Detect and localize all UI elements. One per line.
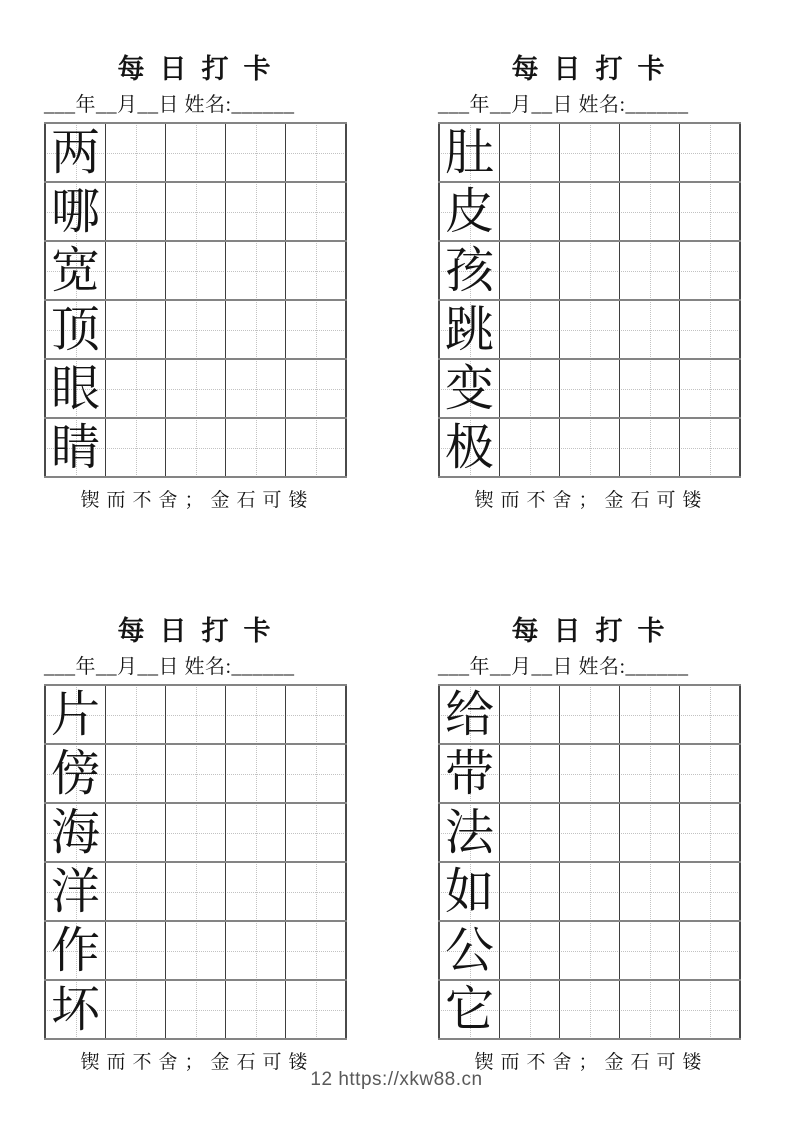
practice-cell (166, 862, 226, 921)
practice-character: 宽 (50, 243, 100, 299)
practice-cell (620, 921, 680, 980)
horizontal-guide-dotted (561, 389, 618, 390)
practice-character: 海 (50, 805, 100, 861)
horizontal-guide-dotted (561, 330, 618, 331)
practice-cell (560, 744, 620, 803)
practice-cell (106, 803, 166, 862)
page-footer: 12 https://xkw88.cn (310, 1069, 483, 1090)
grid-row (439, 300, 740, 359)
horizontal-guide-dotted (561, 212, 618, 213)
practice-cell (226, 182, 286, 241)
horizontal-guide-dotted (287, 951, 344, 952)
horizontal-guide-dotted (107, 448, 164, 449)
practice-cell (106, 980, 166, 1039)
practice-character: 跳 (444, 302, 494, 358)
grid-row (439, 241, 740, 300)
horizontal-guide-dotted (227, 271, 284, 272)
practice-cell (226, 359, 286, 418)
practice-cell (226, 803, 286, 862)
practice-cell (680, 803, 741, 862)
horizontal-guide-dotted (167, 1010, 224, 1011)
horizontal-guide-dotted (681, 271, 738, 272)
practice-cell (106, 241, 166, 300)
practice-character: 变 (444, 361, 494, 417)
horizontal-guide-dotted (681, 389, 738, 390)
practice-cell (106, 418, 166, 477)
horizontal-guide-dotted (561, 448, 618, 449)
grid-row (439, 418, 740, 477)
horizontal-guide-dotted (681, 153, 738, 154)
practice-cell (560, 359, 620, 418)
horizontal-guide-dotted (681, 833, 738, 834)
practice-cell (500, 862, 560, 921)
horizontal-guide-dotted (501, 212, 558, 213)
horizontal-guide-dotted (107, 330, 164, 331)
practice-cell (166, 300, 226, 359)
practice-cell (620, 359, 680, 418)
horizontal-guide-dotted (561, 715, 618, 716)
horizontal-guide-dotted (227, 448, 284, 449)
practice-character: 片 (50, 687, 100, 743)
horizontal-guide-dotted (621, 774, 678, 775)
horizontal-guide-dotted (287, 271, 344, 272)
grid-row (439, 921, 740, 980)
character-cell (439, 744, 500, 803)
character-cell (45, 182, 106, 241)
practice-cell (286, 359, 347, 418)
horizontal-guide-dotted (167, 212, 224, 213)
horizontal-guide-dotted (287, 892, 344, 893)
practice-grid (438, 684, 741, 1040)
quote: 锲而不舍；金石可镂 (80, 490, 315, 512)
practice-cell (500, 685, 560, 744)
character-cell (439, 980, 500, 1039)
grid-row (45, 300, 346, 359)
practice-character: 带 (444, 746, 494, 802)
card-title: 每日打卡 (511, 54, 680, 84)
horizontal-guide-dotted (501, 153, 558, 154)
grid-row (439, 803, 740, 862)
horizontal-guide-dotted (107, 774, 164, 775)
horizontal-guide-dotted (501, 448, 558, 449)
character-cell (45, 685, 106, 744)
practice-character: 作 (50, 923, 100, 979)
practice-cell (620, 803, 680, 862)
practice-cell (620, 300, 680, 359)
character-cell (439, 803, 500, 862)
character-cell (45, 300, 106, 359)
quote: 锲而不舍；金石可镂 (474, 1052, 709, 1074)
horizontal-guide-dotted (501, 951, 558, 952)
horizontal-guide-dotted (227, 833, 284, 834)
horizontal-guide-dotted (227, 1010, 284, 1011)
horizontal-guide-dotted (287, 212, 344, 213)
practice-cell (226, 241, 286, 300)
practice-cell (166, 123, 226, 182)
horizontal-guide-dotted (501, 715, 558, 716)
practice-cell (166, 744, 226, 803)
horizontal-guide-dotted (501, 1010, 558, 1011)
character-cell (439, 182, 500, 241)
practice-character: 两 (50, 125, 100, 181)
practice-cell (286, 418, 347, 477)
horizontal-guide-dotted (227, 951, 284, 952)
horizontal-guide-dotted (501, 774, 558, 775)
character-cell (45, 921, 106, 980)
horizontal-guide-dotted (561, 774, 618, 775)
practice-cell (166, 359, 226, 418)
practice-cell (166, 921, 226, 980)
horizontal-guide-dotted (561, 892, 618, 893)
practice-character: 皮 (444, 184, 494, 240)
grid-row (439, 685, 740, 744)
horizontal-guide-dotted (621, 153, 678, 154)
horizontal-guide-dotted (501, 271, 558, 272)
practice-cell (286, 685, 347, 744)
practice-cell (560, 685, 620, 744)
horizontal-guide-dotted (227, 774, 284, 775)
practice-cell (620, 744, 680, 803)
character-cell (45, 862, 106, 921)
character-cell (45, 359, 106, 418)
practice-cell (106, 921, 166, 980)
practice-cell (500, 803, 560, 862)
practice-character: 公 (444, 923, 494, 979)
horizontal-guide-dotted (621, 389, 678, 390)
practice-cell (106, 182, 166, 241)
practice-cell (286, 744, 347, 803)
card-title: 每日打卡 (117, 616, 286, 646)
horizontal-guide-dotted (681, 330, 738, 331)
horizontal-guide-dotted (287, 774, 344, 775)
horizontal-guide-dotted (621, 448, 678, 449)
practice-cell (286, 862, 347, 921)
practice-cell (680, 123, 741, 182)
horizontal-guide-dotted (621, 833, 678, 834)
horizontal-guide-dotted (621, 951, 678, 952)
date-line: ___年__月__日 姓名:______ (438, 94, 689, 117)
practice-cell (226, 418, 286, 477)
practice-cell (226, 744, 286, 803)
quote: 锲而不舍；金石可镂 (474, 490, 709, 512)
practice-cell (106, 123, 166, 182)
horizontal-guide-dotted (167, 153, 224, 154)
practice-cell (620, 862, 680, 921)
practice-cell (500, 182, 560, 241)
practice-character: 给 (444, 687, 494, 743)
horizontal-guide-dotted (167, 448, 224, 449)
grid-row (45, 359, 346, 418)
horizontal-guide-dotted (107, 715, 164, 716)
practice-cell (680, 744, 741, 803)
horizontal-guide-dotted (621, 1010, 678, 1011)
practice-cell (106, 862, 166, 921)
date-line: ___年__月__日 姓名:______ (44, 94, 295, 117)
character-cell (439, 359, 500, 418)
practice-cell (620, 241, 680, 300)
grid-row (45, 685, 346, 744)
practice-cell (500, 921, 560, 980)
practice-cell (620, 182, 680, 241)
practice-character: 洋 (50, 864, 100, 920)
horizontal-guide-dotted (287, 1010, 344, 1011)
practice-cell (560, 182, 620, 241)
grid-row (439, 862, 740, 921)
practice-card (44, 616, 344, 1074)
practice-cell (166, 418, 226, 477)
character-cell (439, 300, 500, 359)
practice-cell (680, 685, 741, 744)
practice-cell (226, 123, 286, 182)
practice-cell (106, 685, 166, 744)
horizontal-guide-dotted (227, 715, 284, 716)
grid-row (45, 123, 346, 182)
practice-cell (106, 359, 166, 418)
horizontal-guide-dotted (561, 271, 618, 272)
grid-row (45, 182, 346, 241)
character-cell (439, 862, 500, 921)
horizontal-guide-dotted (167, 389, 224, 390)
practice-cell (620, 123, 680, 182)
character-cell (439, 241, 500, 300)
horizontal-guide-dotted (107, 892, 164, 893)
horizontal-guide-dotted (287, 448, 344, 449)
character-cell (45, 744, 106, 803)
horizontal-guide-dotted (681, 448, 738, 449)
horizontal-guide-dotted (561, 833, 618, 834)
practice-cell (560, 241, 620, 300)
practice-cell (560, 418, 620, 477)
grid-row (45, 241, 346, 300)
practice-character: 睛 (50, 420, 100, 476)
practice-cell (286, 123, 347, 182)
grid-row (45, 862, 346, 921)
character-cell (45, 980, 106, 1039)
practice-cell (226, 921, 286, 980)
horizontal-guide-dotted (107, 833, 164, 834)
practice-cell (106, 300, 166, 359)
horizontal-guide-dotted (681, 951, 738, 952)
practice-character: 孩 (444, 243, 494, 299)
character-cell (439, 123, 500, 182)
practice-character: 哪 (50, 184, 100, 240)
practice-cell (680, 980, 741, 1039)
horizontal-guide-dotted (167, 330, 224, 331)
horizontal-guide-dotted (227, 389, 284, 390)
horizontal-guide-dotted (107, 212, 164, 213)
practice-cell (680, 182, 741, 241)
grid-row (45, 744, 346, 803)
horizontal-guide-dotted (681, 715, 738, 716)
grid-row (439, 744, 740, 803)
horizontal-guide-dotted (227, 212, 284, 213)
horizontal-guide-dotted (287, 153, 344, 154)
horizontal-guide-dotted (167, 833, 224, 834)
practice-cell (166, 182, 226, 241)
practice-cell (680, 921, 741, 980)
practice-cell (680, 359, 741, 418)
practice-grid (44, 684, 347, 1040)
horizontal-guide-dotted (107, 271, 164, 272)
practice-character: 顶 (50, 302, 100, 358)
practice-cell (286, 980, 347, 1039)
practice-cell (620, 685, 680, 744)
horizontal-guide-dotted (227, 330, 284, 331)
practice-character: 极 (444, 420, 494, 476)
character-cell (45, 241, 106, 300)
horizontal-guide-dotted (621, 715, 678, 716)
horizontal-guide-dotted (287, 330, 344, 331)
practice-cell (286, 803, 347, 862)
practice-grid (438, 122, 741, 478)
practice-cell (560, 980, 620, 1039)
practice-character: 坏 (50, 982, 100, 1038)
practice-cell (680, 418, 741, 477)
horizontal-guide-dotted (621, 212, 678, 213)
horizontal-guide-dotted (107, 951, 164, 952)
practice-cell (226, 980, 286, 1039)
horizontal-guide-dotted (561, 153, 618, 154)
practice-cell (560, 123, 620, 182)
horizontal-guide-dotted (107, 1010, 164, 1011)
practice-cell (560, 862, 620, 921)
horizontal-guide-dotted (681, 1010, 738, 1011)
horizontal-guide-dotted (621, 271, 678, 272)
practice-character: 肚 (444, 125, 494, 181)
grid-row (45, 980, 346, 1039)
character-cell (439, 685, 500, 744)
card-title: 每日打卡 (511, 616, 680, 646)
practice-cell (680, 862, 741, 921)
horizontal-guide-dotted (167, 892, 224, 893)
practice-cell (166, 685, 226, 744)
horizontal-guide-dotted (621, 330, 678, 331)
character-cell (45, 123, 106, 182)
card-title: 每日打卡 (117, 54, 286, 84)
horizontal-guide-dotted (621, 892, 678, 893)
horizontal-guide-dotted (107, 389, 164, 390)
practice-cell (226, 685, 286, 744)
horizontal-guide-dotted (681, 774, 738, 775)
practice-character: 眼 (50, 361, 100, 417)
practice-cell (500, 744, 560, 803)
practice-cell (226, 862, 286, 921)
date-line: ___年__月__日 姓名:______ (44, 656, 295, 679)
practice-cell (500, 123, 560, 182)
practice-cell (620, 980, 680, 1039)
horizontal-guide-dotted (561, 1010, 618, 1011)
practice-cell (286, 241, 347, 300)
horizontal-guide-dotted (501, 833, 558, 834)
practice-cell (560, 921, 620, 980)
character-cell (45, 803, 106, 862)
practice-cell (560, 300, 620, 359)
horizontal-guide-dotted (501, 330, 558, 331)
horizontal-guide-dotted (167, 774, 224, 775)
horizontal-guide-dotted (167, 951, 224, 952)
practice-card (438, 54, 738, 512)
grid-row (439, 980, 740, 1039)
horizontal-guide-dotted (227, 153, 284, 154)
horizontal-guide-dotted (501, 389, 558, 390)
practice-cell (500, 980, 560, 1039)
horizontal-guide-dotted (287, 715, 344, 716)
character-cell (439, 418, 500, 477)
grid-row (45, 418, 346, 477)
character-cell (45, 418, 106, 477)
horizontal-guide-dotted (287, 389, 344, 390)
practice-cell (500, 418, 560, 477)
date-line: ___年__月__日 姓名:______ (438, 656, 689, 679)
practice-cell (500, 241, 560, 300)
grid-row (439, 123, 740, 182)
grid-row (45, 921, 346, 980)
practice-character: 它 (444, 982, 494, 1038)
horizontal-guide-dotted (681, 212, 738, 213)
practice-character: 傍 (50, 746, 100, 802)
grid-row (439, 182, 740, 241)
practice-cell (500, 300, 560, 359)
horizontal-guide-dotted (561, 951, 618, 952)
practice-grid (44, 122, 347, 478)
horizontal-guide-dotted (501, 892, 558, 893)
grid-body (439, 685, 740, 1039)
practice-cell (226, 300, 286, 359)
grid-body (439, 123, 740, 477)
practice-cell (286, 182, 347, 241)
practice-character: 法 (444, 805, 494, 861)
practice-cell (680, 300, 741, 359)
quote: 锲而不舍；金石可镂 (80, 1052, 315, 1074)
horizontal-guide-dotted (287, 833, 344, 834)
practice-cell (166, 980, 226, 1039)
horizontal-guide-dotted (167, 271, 224, 272)
practice-cell (680, 241, 741, 300)
practice-card (438, 616, 738, 1074)
practice-cell (166, 241, 226, 300)
horizontal-guide-dotted (167, 715, 224, 716)
grid-row (439, 359, 740, 418)
practice-character: 如 (444, 864, 494, 920)
grid-row (45, 803, 346, 862)
grid-body (45, 123, 346, 477)
practice-cell (106, 744, 166, 803)
practice-cell (286, 300, 347, 359)
practice-cell (500, 359, 560, 418)
practice-cell (166, 803, 226, 862)
horizontal-guide-dotted (107, 153, 164, 154)
horizontal-guide-dotted (227, 892, 284, 893)
practice-card (44, 54, 344, 512)
grid-body (45, 685, 346, 1039)
horizontal-guide-dotted (681, 892, 738, 893)
character-cell (439, 921, 500, 980)
practice-cell (620, 418, 680, 477)
practice-cell (286, 921, 347, 980)
practice-cell (560, 803, 620, 862)
